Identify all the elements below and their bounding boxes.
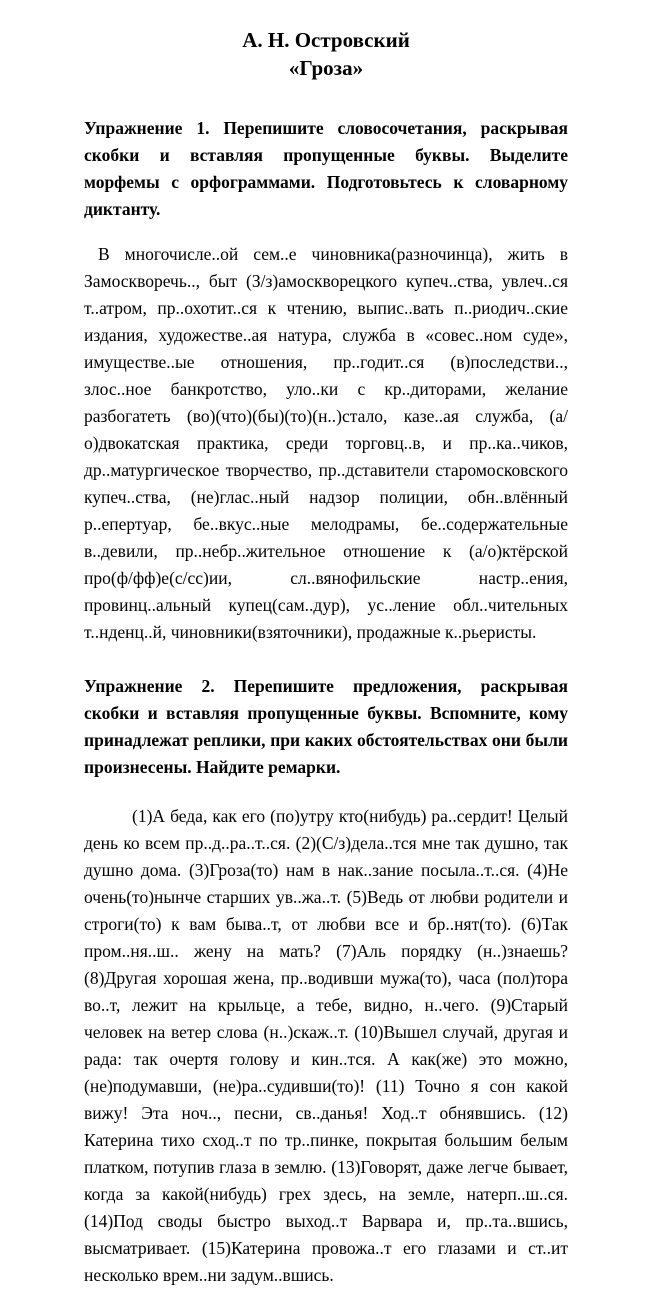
exercise1-body: В многочисле..ой сем..е чиновника(разночинца), жить в Замоскворечь.., быт (З/з)амоскворецкого купеч..ства, увлеч..ся т..атром, пр..охотит..ся к чтению, выпис..вать п..риодич..ские издания, художестве..ая натура, служба в «совес..ном суде», имуществе..ые отношения, пр..годит..ся (в)последстви.., злос..ное банкротство, уло..ки с кр..диторами, желание разбогатеть (во)(что)(бы)(то)(н..)стало, казе..ая служба, (а/о)двокатская практика, среди торговц..в, и пр..ка..чиков, др..матургическое творчество, пр..дставители старомосковского купеч..ства, (не)глас..ный надзор полиции, обн..влённый р..епертуар, бе..вкус..ные мелодрамы, бе..содержательные в..девили, пр..небр..жительное отношение к (а/о)ктёрской про(ф/фф)е(с/сс)ии, сл..вянофильские настр..ения, провинц..альный купец(сам..дур), ус..ление обл..чительных т..нденц..й, чиновники(взяточники), продажные к..рьеристы. bbox=[84, 244, 568, 642]
exercise1-heading: Упражнение 1. Перепишите словосочетания, раскрывая скобки и вставляя пропущенные буквы. Выделите морфемы с орфограммами. Подготовьтесь к словарному диктанту. bbox=[84, 118, 568, 219]
doc-title-author: А. Н. Островский bbox=[242, 28, 410, 52]
doc-title bbox=[84, 26, 568, 82]
doc-title-work: «Гроза» bbox=[288, 56, 364, 80]
exercise2-heading: Упражнение 2. Перепишите предложения, раскрывая скобки и вставляя пропущенные буквы. Вспомните, кому принадлежат реплики, при каких обстоятельствах они были произнесены. Найдите ремарки. bbox=[84, 676, 568, 777]
exercise2-body: (1)А беда, как его (по)утру кто(нибудь) ра..сердит! Целый день ко всем пр..д..ра..т..ся. (2)(С/з)дела..тся мне так душно, так душно дома. (3)Гроза(то) нам в нак..зание посыла..т..ся. (4)Не очень(то)нынче старших ув..жа..т. (5)Ведь от любви родители и строги(то) к вам быва..т, от любви все и бр..нят(то). (6)Так пром..ня..ш.. жену на мать? (7)Аль порядку (н..)знаешь? (8)Другая хорошая жена, пр..водивши мужа(то), часа (пол)тора во..т, лежит на крыльце, а тебе, видно, н..чего. (9)Старый человек на ветер слова (н..)скаж..т. (10)Вышел случай, другая и рада: так очертя голову и кин..тся. А как(же) это можно, (не)подумавши, (не)ра..судивши(то)! (11) Точно я сон какой вижу! Эта ноч.., песни, св..данья! Ход..т обнявшись. (12) Катерина тихо сход..т по тр..пинке, покрытая большим белым платком, потупив глаза в землю. (13)Говорят, даже легче бывает, когда за какой(нибудь) грех здесь, на земле, натерп..ш..ся. (14)Под своды быстро выход..т Варвара и, пр..та..вшись, высматривает. (15)Катерина провожа..т его глазами и ст..ит несколько врем..ни задум..вшись. bbox=[84, 806, 568, 1285]
